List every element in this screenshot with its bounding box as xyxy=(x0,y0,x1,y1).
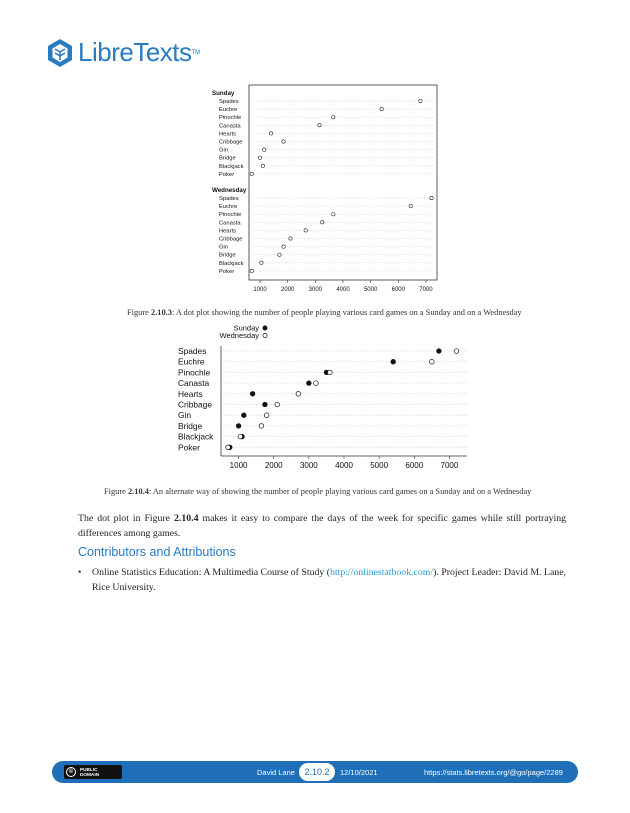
game-label: Euchre xyxy=(178,356,205,367)
game-label: Bridge xyxy=(219,155,236,162)
game-label: Cribbage xyxy=(219,139,243,146)
game-label: Gin xyxy=(219,244,229,251)
dot-plot-sunday-wednesday xyxy=(0,0,630,300)
game-label: Spades xyxy=(219,196,239,202)
footer-date: 12/10/2021 xyxy=(340,768,378,777)
game-label: Bridge xyxy=(219,252,236,259)
data-point xyxy=(430,359,435,364)
paragraph-text-before: The dot plot in Figure xyxy=(78,513,174,524)
data-point xyxy=(261,164,264,167)
game-label: Euchre xyxy=(219,204,238,211)
x-tick-label: 6000 xyxy=(405,461,424,470)
game-label: Cribbage xyxy=(178,399,212,410)
data-point xyxy=(419,99,422,102)
data-point xyxy=(275,402,280,407)
data-point xyxy=(260,261,263,264)
data-point xyxy=(226,445,231,450)
game-label: Gin xyxy=(178,410,192,421)
data-point xyxy=(304,229,307,232)
data-point xyxy=(263,402,268,407)
game-label: Spades xyxy=(219,99,239,105)
attribution-text-after: ). Project Leader: David M. Lane, Rice University. xyxy=(92,567,566,593)
game-label: Bridge xyxy=(178,420,203,431)
data-point xyxy=(314,381,319,386)
license-line1: PUBLIC xyxy=(80,767,98,772)
x-tick-label: 7000 xyxy=(440,461,459,470)
game-label: Hearts xyxy=(219,131,237,138)
data-point xyxy=(307,381,312,386)
game-label: Cribbage xyxy=(219,236,243,243)
game-label: Canasta xyxy=(219,123,241,130)
page-footer xyxy=(52,761,578,783)
data-point xyxy=(332,213,335,216)
data-point xyxy=(391,359,396,364)
data-point xyxy=(264,413,269,418)
public-domain-badge[interactable] xyxy=(64,765,122,779)
data-point xyxy=(250,172,253,175)
figure-label-prefix: Figure xyxy=(104,487,128,496)
data-point xyxy=(289,237,292,240)
x-tick-label: 4000 xyxy=(336,287,350,293)
game-label: Pinochle xyxy=(219,212,242,219)
group-label: Wednesday xyxy=(212,187,247,194)
footer-page-number: 2.10.2 xyxy=(299,763,335,781)
data-point xyxy=(318,124,321,127)
figure-caption-text: : A dot plot showing the number of people playing various card games on a Sunday and on a Wednesday xyxy=(171,308,522,317)
attribution-text-before: Online Statistics Education: A Multimedia Course of Study ( xyxy=(92,567,330,578)
data-point xyxy=(236,424,241,429)
data-point xyxy=(328,370,333,375)
group-label: Sunday xyxy=(212,90,235,97)
data-point xyxy=(269,132,272,135)
game-label: Hearts xyxy=(219,228,237,235)
data-point xyxy=(282,140,285,143)
data-point xyxy=(321,221,324,224)
data-point xyxy=(250,269,253,272)
game-label: Hearts xyxy=(178,388,203,399)
section-title: Contributors and Attributions xyxy=(78,545,236,559)
dot-plot-combined xyxy=(0,320,630,480)
data-point xyxy=(250,392,255,397)
figure-2-10-4-caption xyxy=(104,486,544,497)
data-point xyxy=(380,107,383,110)
legend-marker xyxy=(263,326,267,330)
data-point xyxy=(263,148,266,151)
x-tick-label: 2000 xyxy=(281,287,295,293)
game-label: Euchre xyxy=(219,107,238,114)
x-tick-label: 2000 xyxy=(264,461,283,470)
data-point xyxy=(242,413,247,418)
x-tick-label: 1000 xyxy=(253,287,267,293)
footer-author: David Lane xyxy=(257,768,295,777)
data-point xyxy=(282,245,285,248)
data-point xyxy=(332,116,335,119)
paragraph-text-after: makes it easy to compare the days of the week for specific games while still portraying differences among games. xyxy=(78,513,567,539)
x-tick-label: 1000 xyxy=(229,461,248,470)
x-tick-label: 7000 xyxy=(419,287,433,293)
game-label: Gin xyxy=(219,147,229,154)
attribution-list-item xyxy=(78,565,566,595)
game-label: Blackjack xyxy=(219,163,244,170)
game-label: Poker xyxy=(219,268,235,275)
game-label: Canasta xyxy=(219,220,241,227)
x-tick-label: 3000 xyxy=(308,287,323,293)
x-tick-label: 5000 xyxy=(363,287,378,293)
figure-number: 2.10.3 xyxy=(150,308,172,317)
license-line2: DOMAIN xyxy=(80,772,100,777)
license-label xyxy=(80,767,99,777)
data-point xyxy=(430,196,433,199)
figure-reference[interactable]: 2.10.4 xyxy=(174,513,199,524)
figure-caption-text: : An alternate way of showing the number of people playing various card games on a Sunday and on a Wednesday xyxy=(148,487,532,496)
logo-text: LibreTexts xyxy=(78,37,192,67)
logo-trademark: TM xyxy=(191,49,201,56)
x-tick-label: 3000 xyxy=(299,461,318,470)
attribution-text xyxy=(92,565,566,595)
data-point xyxy=(278,253,281,256)
data-point xyxy=(258,156,261,159)
x-tick-label: 6000 xyxy=(391,287,405,293)
figure-number: 2.10.4 xyxy=(127,487,149,496)
legend-marker xyxy=(263,333,267,337)
footer-url[interactable]: https://stats.libretexts.org/@go/page/2289 xyxy=(424,768,563,777)
game-label: Spades xyxy=(178,346,207,356)
game-label: Blackjack xyxy=(219,260,244,267)
public-domain-icon: © xyxy=(66,767,76,777)
game-label: Pinochle xyxy=(178,367,211,378)
figure-label-prefix: Figure xyxy=(127,308,151,317)
game-label: Pinochle xyxy=(219,115,242,122)
legend-label: Wednesday xyxy=(219,331,259,340)
game-label: Canasta xyxy=(178,378,210,389)
body-paragraph xyxy=(78,511,566,541)
x-tick-label: 4000 xyxy=(335,461,353,470)
data-point xyxy=(409,204,412,207)
data-point xyxy=(437,349,442,354)
data-point xyxy=(454,349,459,354)
figure-2-10-3-caption xyxy=(127,307,547,318)
plot-frame xyxy=(249,85,437,280)
game-label: Blackjack xyxy=(178,431,214,442)
bullet-marker: • xyxy=(78,567,82,578)
data-point xyxy=(259,424,264,429)
x-tick-label: 5000 xyxy=(370,461,389,470)
legend-label: Sunday xyxy=(233,323,259,333)
game-label: Poker xyxy=(178,442,200,453)
data-point xyxy=(238,434,243,439)
game-label: Poker xyxy=(219,171,235,178)
data-point xyxy=(296,392,301,397)
onlinestatbook-link[interactable]: http://onlinestatbook.com/ xyxy=(330,567,434,578)
